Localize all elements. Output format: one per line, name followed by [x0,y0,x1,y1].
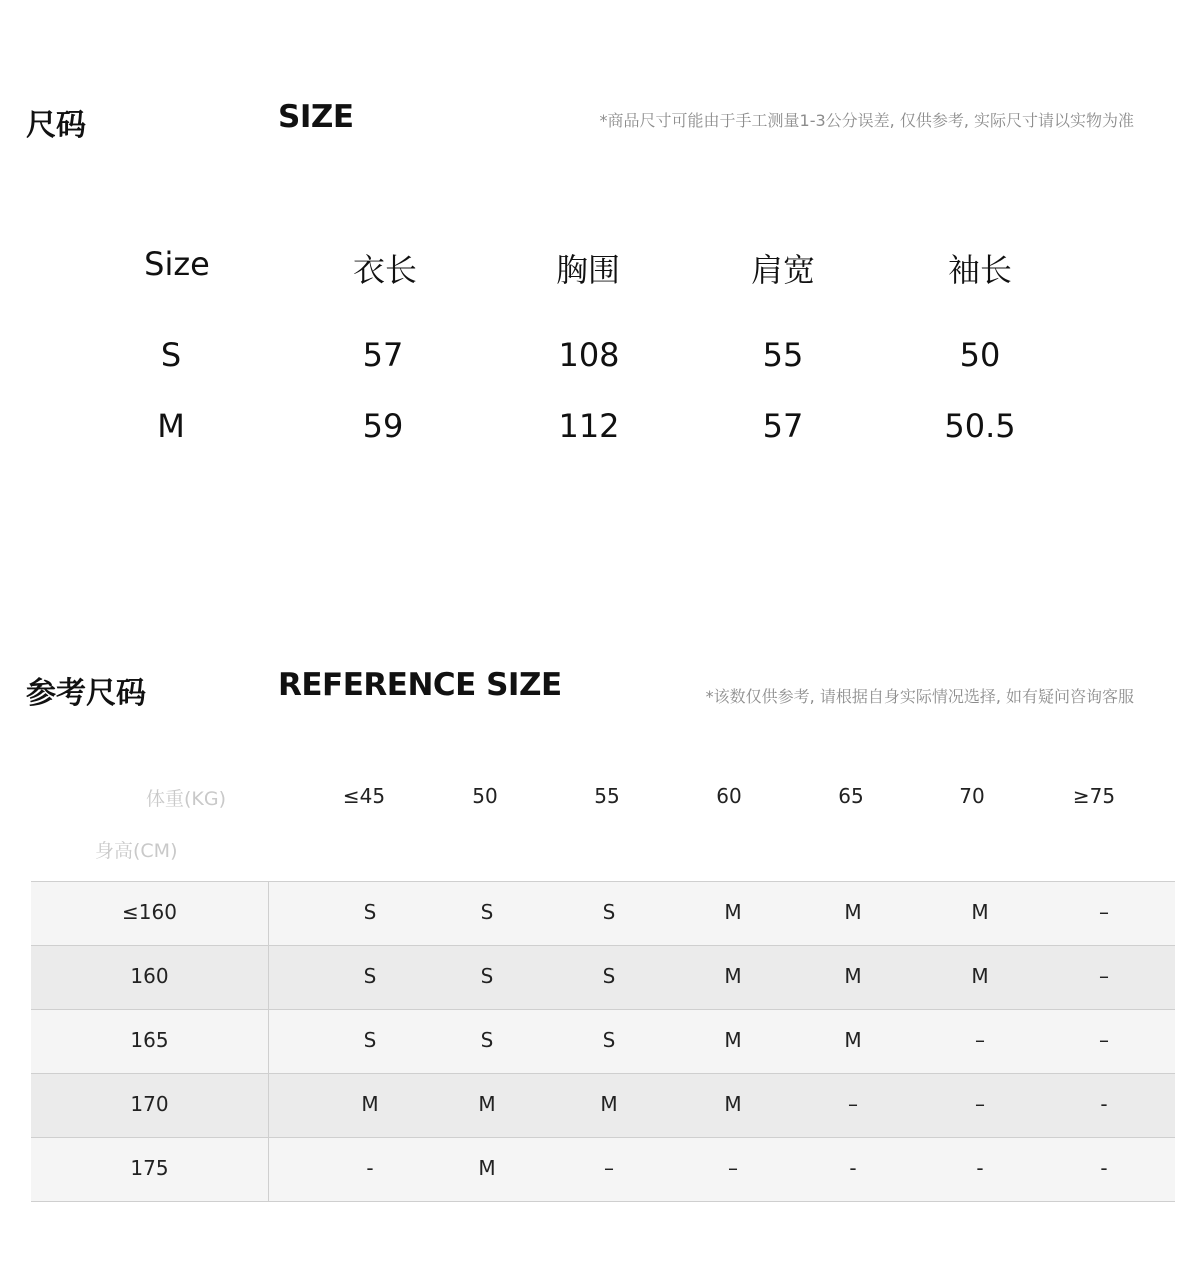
size-recommendation-cell: S [480,900,494,924]
size-recommendation-cell: – [1099,964,1109,988]
size-header-size: Size [144,245,210,283]
size-recommendation-cell: - [1100,1092,1108,1116]
size-row-m-label: M [157,407,185,445]
size-header-length: 衣长 [352,251,417,289]
size-row-s-shoulder: 55 [762,336,804,374]
size-recommendation-cell: – [604,1156,614,1180]
size-recommendation-cell: - [366,1156,374,1180]
table-row [31,946,1175,1010]
table-row [31,1074,1175,1138]
size-header-shoulder: 肩宽 [750,251,815,289]
size-row-s-sleeve: 50 [959,336,1001,374]
table-row [31,1138,1175,1202]
size-recommendation-cell: M [971,964,989,988]
size-recommendation-cell: M [724,1028,742,1052]
height-axis-label: 身高(CM) [95,840,178,862]
size-recommendation-cell: S [363,900,377,924]
reference-title-en: REFERENCE SIZE [278,667,562,703]
reference-title-cn: 参考尺码 [26,676,146,711]
height-cell: ≤160 [31,882,269,945]
height-cell: 160 [31,946,269,1009]
weight-header-cell: 70 [959,784,985,808]
size-recommendation-cell: – [728,1156,738,1180]
table-row [31,1010,1175,1074]
weight-header-cell: ≤45 [342,784,386,808]
weight-header-cell: ≥75 [1072,784,1116,808]
weight-header-cell: 65 [838,784,864,808]
size-recommendation-cell: M [724,900,742,924]
weight-header-cell: 60 [716,784,742,808]
size-row-s-label: S [160,336,182,374]
size-recommendation-cell: – [975,1092,985,1116]
size-recommendation-cell: – [1099,1028,1109,1052]
size-row-m-chest: 112 [558,407,620,445]
size-recommendation-cell: S [602,900,616,924]
size-recommendation-cell: S [480,964,494,988]
weight-header-cell: 50 [472,784,498,808]
height-cell: 175 [31,1138,269,1201]
size-recommendation-cell: M [844,900,862,924]
size-recommendation-cell: – [848,1092,858,1116]
size-note: *商品尺寸可能由于手工测量1-3公分误差, 仅供参考, 实际尺寸请以实物为准 [599,111,1134,130]
size-row-m-shoulder: 57 [762,407,804,445]
size-recommendation-cell: M [724,964,742,988]
size-recommendation-cell: – [975,1028,985,1052]
reference-table [31,881,1175,1202]
size-recommendation-cell: M [724,1092,742,1116]
size-recommendation-cell: S [602,964,616,988]
size-recommendation-cell: M [478,1156,496,1180]
size-title-cn: 尺码 [26,108,86,143]
size-recommendation-cell: M [361,1092,379,1116]
size-recommendation-cell: M [971,900,989,924]
size-row-m-sleeve: 50.5 [944,407,1016,445]
size-recommendation-cell: S [480,1028,494,1052]
size-recommendation-cell: M [478,1092,496,1116]
reference-note: *该数仅供参考, 请根据自身实际情况选择, 如有疑问咨询客服 [705,687,1134,706]
size-recommendation-cell: - [849,1156,857,1180]
size-title-en: SIZE [278,99,354,135]
size-header-chest: 胸围 [555,251,620,289]
size-recommendation-cell: S [363,964,377,988]
size-recommendation-cell: S [363,1028,377,1052]
size-recommendation-cell: - [976,1156,984,1180]
size-header-sleeve: 袖长 [947,251,1012,289]
size-recommendation-cell: S [602,1028,616,1052]
height-cell: 165 [31,1010,269,1073]
size-recommendation-cell: M [600,1092,618,1116]
weight-header-cell: 55 [594,784,620,808]
size-row-s-length: 57 [362,336,404,374]
size-recommendation-cell: - [1100,1156,1108,1180]
size-recommendation-cell: M [844,1028,862,1052]
height-cell: 170 [31,1074,269,1137]
size-row-s-chest: 108 [558,336,620,374]
size-recommendation-cell: M [844,964,862,988]
table-row [31,882,1175,946]
size-recommendation-cell: – [1099,900,1109,924]
weight-axis-label: 体重(KG) [146,788,227,810]
size-row-m-length: 59 [362,407,404,445]
